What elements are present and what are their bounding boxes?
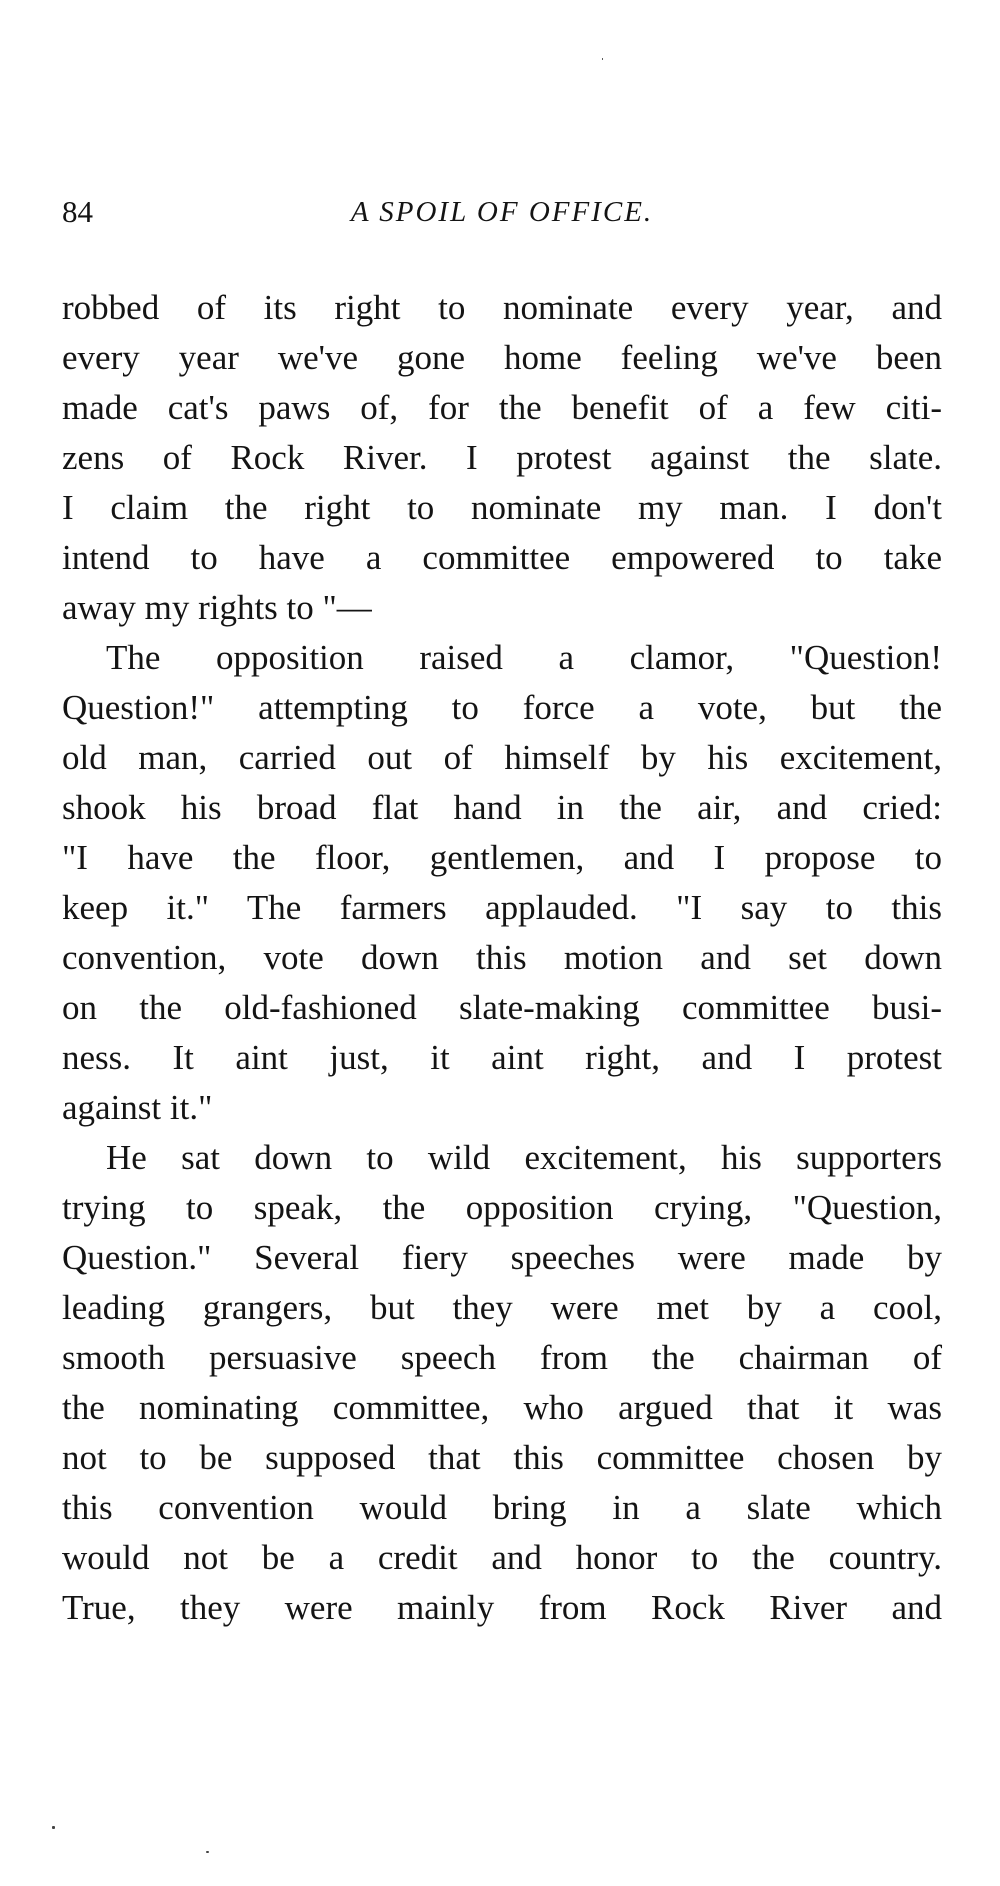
text-line: leading grangers, but they were met by a cool, <box>62 1288 942 1327</box>
text-line: The opposition raised a clamor, "Question! <box>106 638 942 677</box>
scan-speck <box>602 58 603 60</box>
text-line: "I have the floor, gentlemen, and I propose to <box>62 838 942 877</box>
text-line: Question." Several fiery speeches were made by <box>62 1238 942 1277</box>
text-line: intend to have a committee empowered to take <box>62 538 942 577</box>
text-line: keep it." The farmers applauded. "I say to this <box>62 888 942 927</box>
text-line: Question!" attempting to force a vote, but the <box>62 688 942 727</box>
scan-speck <box>206 1851 209 1853</box>
text-line: shook his broad flat hand in the air, and cried: <box>62 788 942 827</box>
text-line: convention, vote down this motion and set down <box>62 938 942 977</box>
text-line: on the old-fashioned slate-making committee busi- <box>62 988 942 1027</box>
text-line: He sat down to wild excitement, his supporters <box>106 1138 942 1177</box>
text-line: this convention would bring in a slate which <box>62 1488 942 1527</box>
body-text <box>62 283 942 1633</box>
text-line: made cat's paws of, for the benefit of a few citi- <box>62 388 942 427</box>
text-line: every year we've gone home feeling we've been <box>62 338 942 377</box>
page-number: 84 <box>62 194 93 229</box>
text-line: against it." <box>62 1088 213 1127</box>
page-header <box>62 192 942 232</box>
text-line: not to be supposed that this committee chosen by <box>62 1438 942 1477</box>
text-line: old man, carried out of himself by his excitement, <box>62 738 942 777</box>
text-line: the nominating committee, who argued that it was <box>62 1388 942 1427</box>
text-line: trying to speak, the opposition crying, "Question, <box>62 1188 942 1227</box>
text-line: I claim the right to nominate my man. I don't <box>62 488 942 527</box>
running-head: A SPOIL OF OFFICE. <box>350 196 654 228</box>
text-line: True, they were mainly from Rock River and <box>62 1588 942 1627</box>
text-line: zens of Rock River. I protest against the slate. <box>62 438 942 477</box>
scan-speck <box>52 1826 55 1829</box>
text-line: ness. It aint just, it aint right, and I protest <box>62 1038 942 1077</box>
text-line: smooth persuasive speech from the chairman of <box>62 1338 942 1377</box>
text-line: would not be a credit and honor to the country. <box>62 1538 942 1577</box>
text-line: robbed of its right to nominate every year, and <box>62 288 942 327</box>
text-line: away my rights to "— <box>62 588 372 627</box>
